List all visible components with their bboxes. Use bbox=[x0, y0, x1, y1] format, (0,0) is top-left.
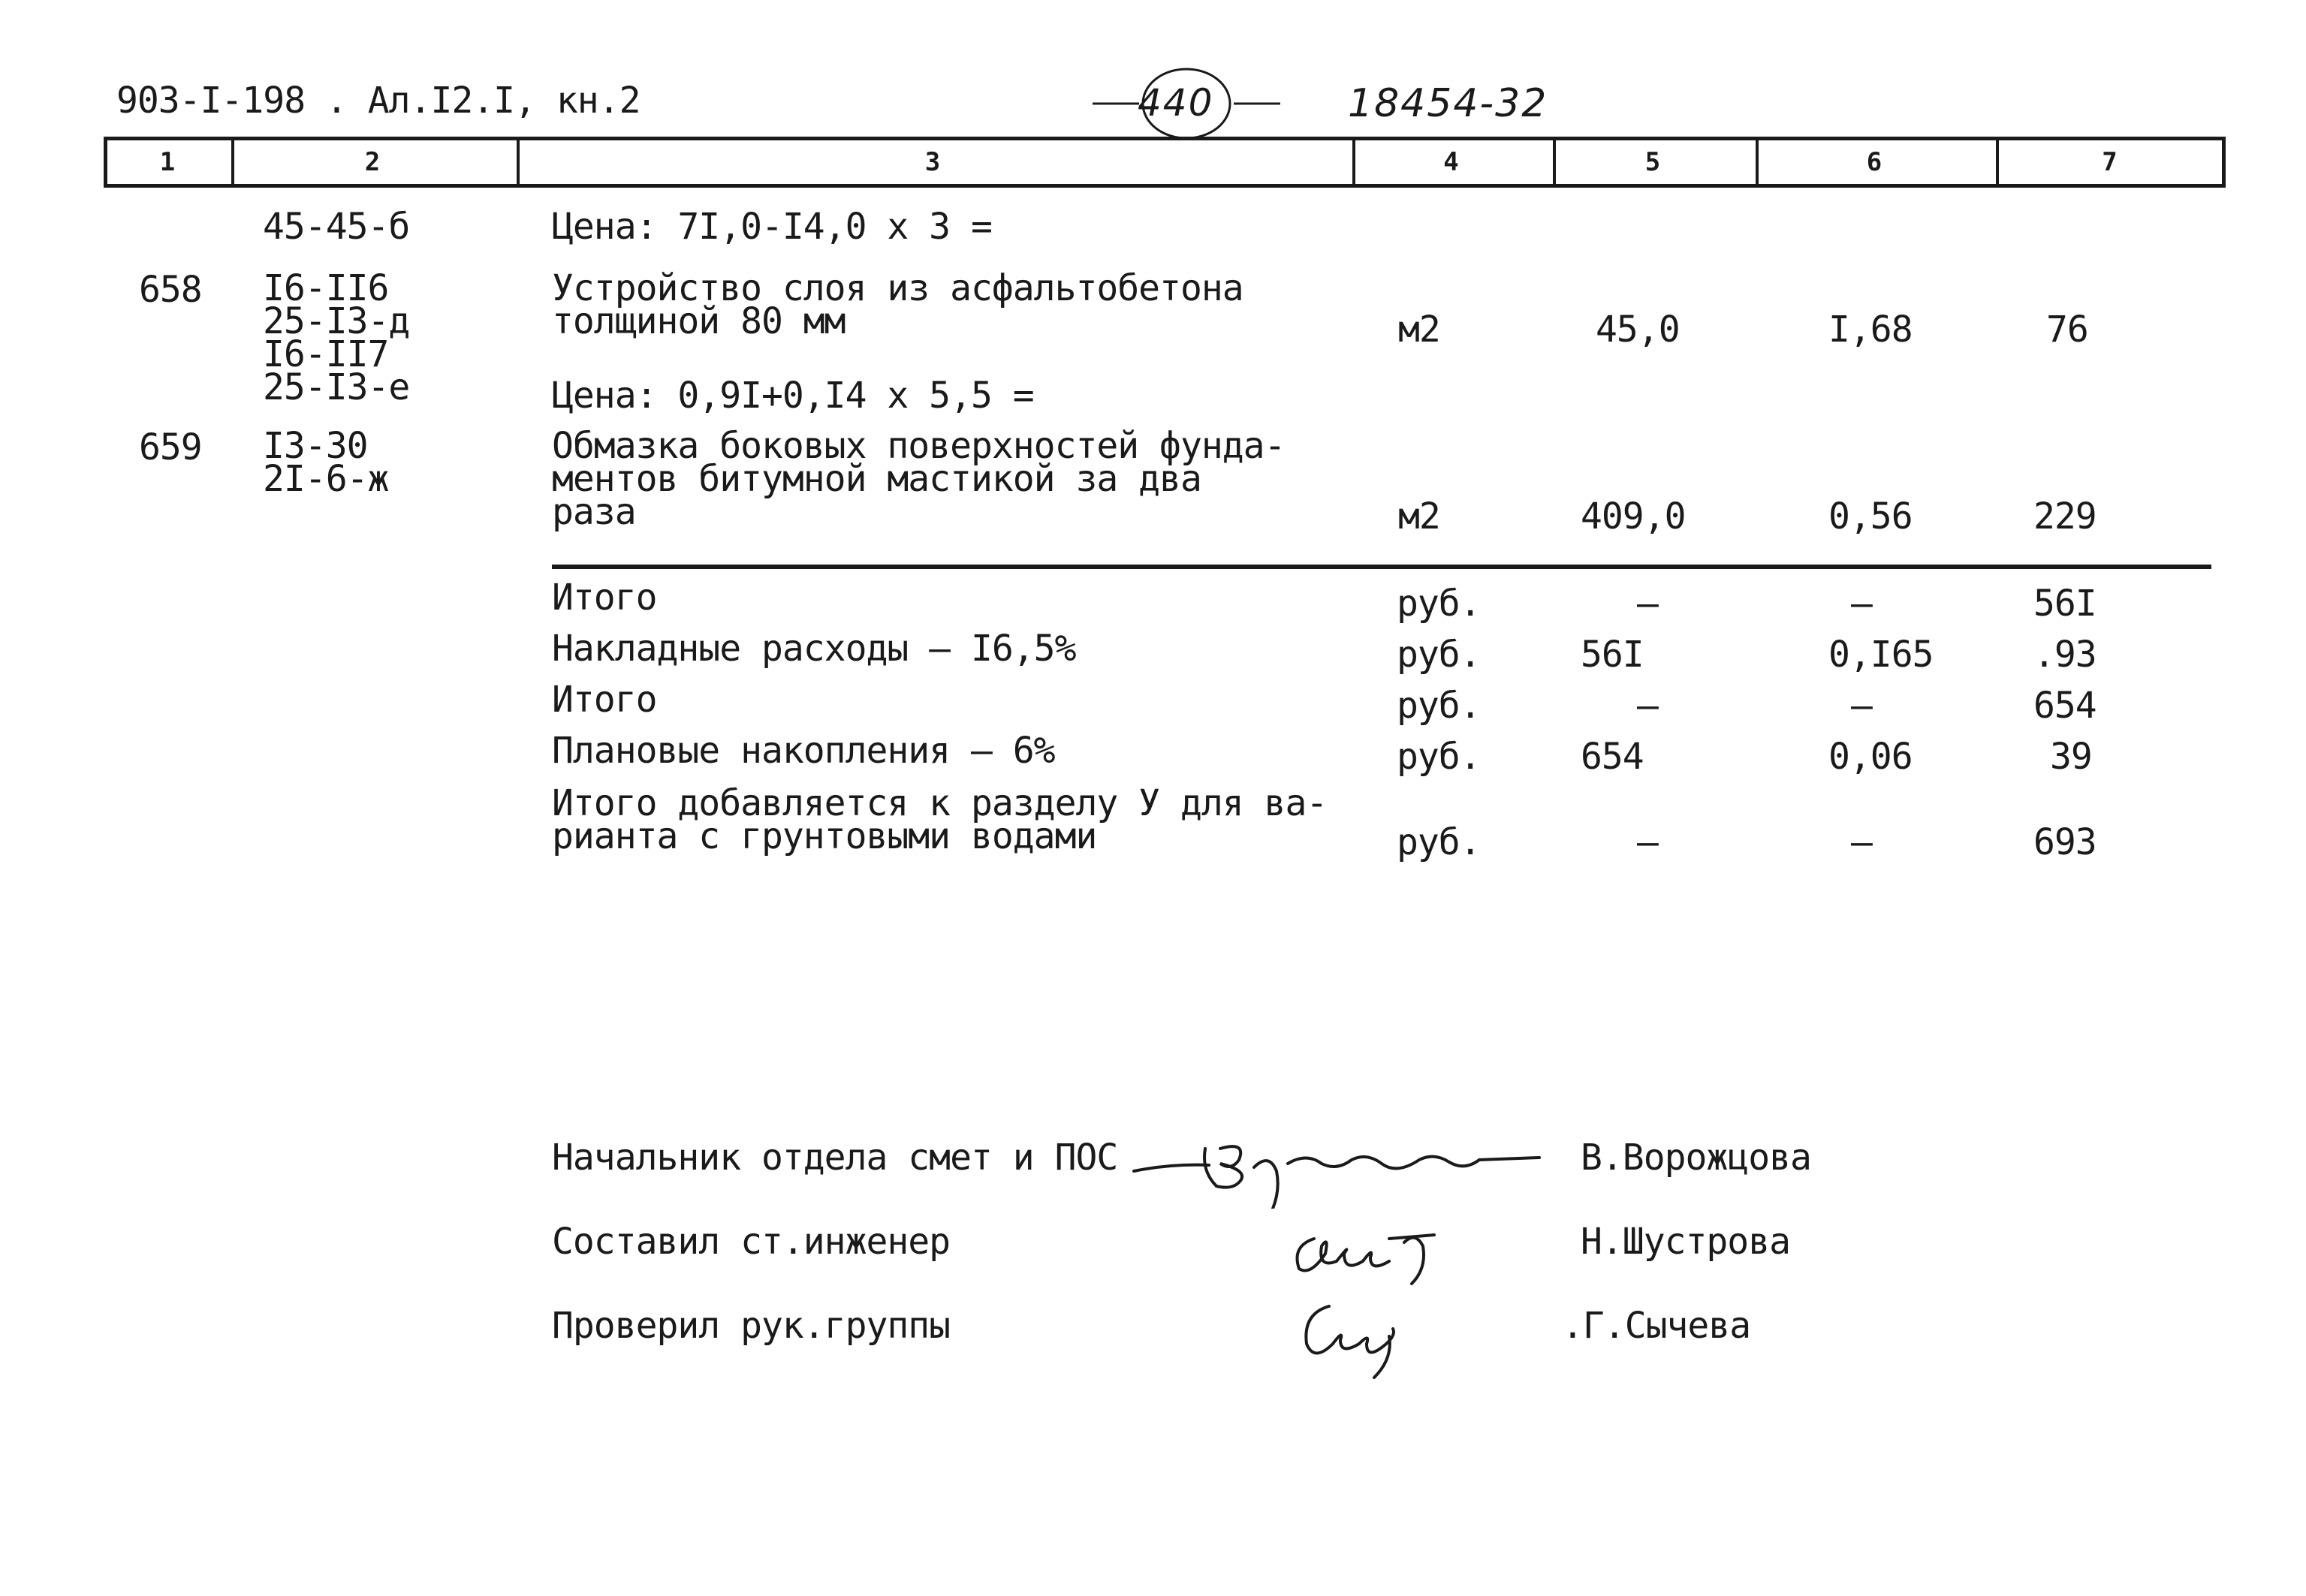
signature-0-scribble bbox=[1126, 1119, 1547, 1209]
totals-3-c6: 0,06 bbox=[1828, 736, 1913, 778]
totals-0-total: 56I bbox=[2033, 583, 2097, 625]
column-header-4: 4 bbox=[1443, 147, 1459, 177]
signature-2-scribble bbox=[1292, 1284, 1427, 1381]
totals-3-total: 39 bbox=[2050, 736, 2092, 778]
totals-1-label: Накладные расходы – I6,5% bbox=[552, 628, 1076, 670]
page-number: 440 bbox=[1138, 81, 1214, 125]
totals-1-total: .93 bbox=[2033, 634, 2097, 676]
column-header-7: 7 bbox=[2102, 147, 2118, 177]
row-3-total: 229 bbox=[2033, 495, 2097, 538]
totals-2-label: Итого bbox=[552, 679, 657, 721]
row-1-codes: I6-II6 25-I3-д I6-II7 25-I3-е bbox=[263, 267, 410, 408]
totals-0-c6: – bbox=[1851, 583, 1872, 625]
totals-4-c6: – bbox=[1851, 821, 1872, 863]
column-header-6: 6 bbox=[1866, 147, 1882, 177]
totals-1-c6: 0,I65 bbox=[1828, 634, 1934, 676]
totals-0-label: Итого bbox=[552, 577, 657, 619]
row-3-quantity: 409,0 bbox=[1581, 495, 1686, 538]
row-3-unit: м2 bbox=[1398, 495, 1440, 538]
signature-0-role: Начальник отдела смет и ПОС bbox=[552, 1137, 1118, 1179]
totals-2-c6: – bbox=[1851, 685, 1872, 727]
totals-1-c5: 56I bbox=[1581, 634, 1644, 676]
totals-0-unit: руб. bbox=[1397, 583, 1481, 625]
row-2-description: Цена: 0,9I+0,I4 х 5,5 = bbox=[552, 375, 1034, 417]
totals-separator bbox=[552, 565, 2211, 569]
column-header-2: 2 bbox=[364, 147, 381, 177]
row-1-description: Устройство слоя из асфальтобетона толщиной 80 мм bbox=[552, 267, 1243, 342]
column-header-3: 3 bbox=[924, 147, 941, 177]
row-3-description: Обмазка боковых поверхностей фунда- ментов битумной мастикой за два раза bbox=[552, 425, 1286, 533]
row-1-quantity: 45,0 bbox=[1596, 309, 1680, 351]
totals-2-c5: – bbox=[1637, 685, 1658, 727]
row-1-unit-price: I,68 bbox=[1828, 309, 1913, 351]
document-code: 903-I-198 . Ал.I2.I, кн.2 bbox=[116, 80, 641, 122]
row-3-unit-price: 0,56 bbox=[1828, 495, 1913, 538]
row-1-number: 658 bbox=[139, 269, 202, 311]
totals-4-label: Итого добавляется к разделу У для ва- рианта с грунтовыми водами bbox=[552, 782, 1328, 857]
signature-1-scribble bbox=[1284, 1201, 1464, 1291]
row-0-code: 45-45-б bbox=[263, 206, 410, 248]
totals-0-c5: – bbox=[1637, 583, 1658, 625]
totals-3-unit: руб. bbox=[1397, 736, 1481, 778]
row-3-codes: I3-30 2I-6-ж bbox=[263, 425, 389, 500]
column-header-5: 5 bbox=[1644, 147, 1661, 177]
totals-2-total: 654 bbox=[2033, 685, 2097, 727]
row-0-description: Цена: 7I,0-I4,0 х 3 = bbox=[552, 206, 992, 248]
signature-2-name: .Г.Сычева bbox=[1562, 1305, 1751, 1347]
totals-3-c5: 654 bbox=[1581, 736, 1644, 778]
column-header-1: 1 bbox=[159, 147, 176, 177]
signature-2-role: Проверил рук.группы bbox=[552, 1305, 951, 1347]
totals-2-unit: руб. bbox=[1397, 685, 1481, 727]
signature-0-name: В.Ворожцова bbox=[1581, 1137, 1811, 1179]
handwritten-code: 18454-32 bbox=[1348, 81, 1548, 126]
row-3-number: 659 bbox=[139, 426, 202, 468]
row-1-total: 76 bbox=[2046, 309, 2088, 351]
totals-3-label: Плановые накопления – 6% bbox=[552, 730, 1055, 772]
totals-1-unit: руб. bbox=[1397, 634, 1481, 676]
signature-1-name: Н.Шустрова bbox=[1581, 1221, 1790, 1263]
totals-4-unit: руб. bbox=[1397, 821, 1481, 863]
signature-1-role: Составил ст.инженер bbox=[552, 1221, 951, 1263]
row-1-unit: м2 bbox=[1398, 309, 1440, 351]
totals-4-c5: – bbox=[1637, 821, 1658, 863]
totals-4-total: 693 bbox=[2033, 821, 2097, 863]
